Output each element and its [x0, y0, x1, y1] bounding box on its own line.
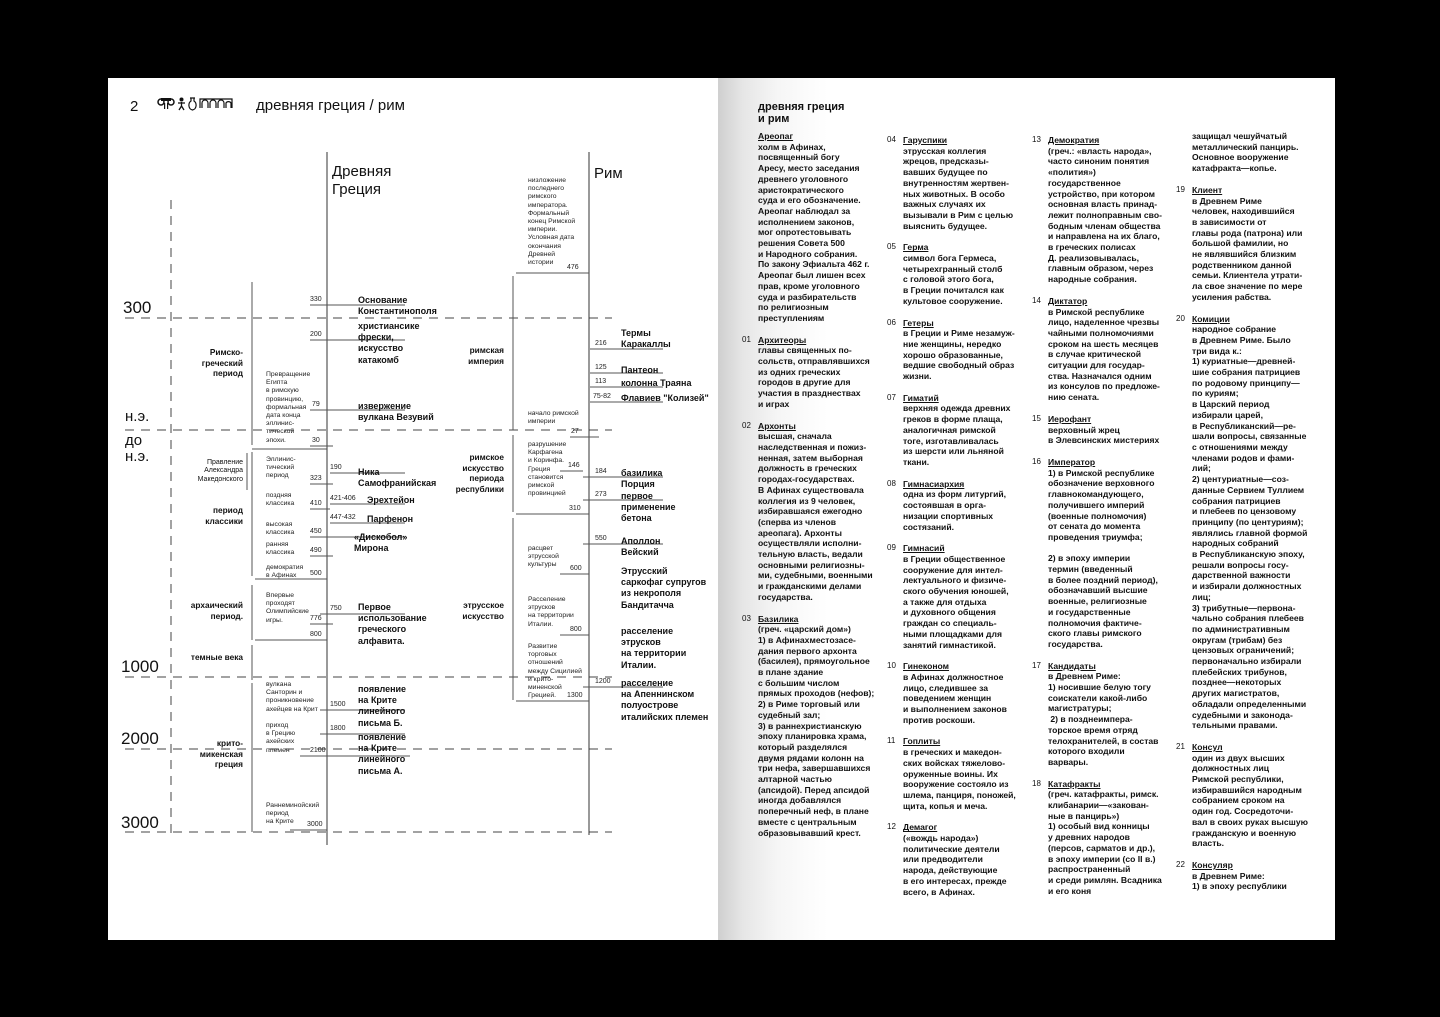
entry-term: Гинеконом — [903, 661, 950, 672]
rome-era-label: римская империя — [468, 345, 504, 366]
greece-date-tick: 1800 — [330, 725, 346, 732]
entry-term: Гоплиты — [903, 736, 941, 747]
greece-period-note: демократия в Афинах — [266, 564, 304, 580]
entry-number: 14 — [1032, 295, 1041, 305]
entry-number: 16 — [1032, 456, 1041, 466]
greece-event: появление на Крите линейного письма А. — [358, 732, 407, 776]
entry-definition: («вождь народа») политические деятели или предводители народа, действующие в его интересах, прежде всего, в Афинах. — [903, 833, 1007, 897]
glossary-entry — [758, 131, 908, 324]
greece-period-note: Превращение Египта в римскую провинцию, формальная дата конца эллинис- тической эпохи. — [266, 371, 311, 444]
year-mark: до н.э. — [125, 432, 150, 465]
greece-era-label: темные века — [190, 652, 243, 662]
greece-event: извержение вулкана Везувий — [358, 401, 434, 423]
entry-definition: в Афинах должностное лицо, следившее за поведением женщин и выполнением законов против роскоши. — [903, 671, 1007, 725]
rome-event: Термы Каракаллы — [621, 328, 671, 350]
greece-date-tick: 330 — [310, 296, 322, 303]
entry-definition: в Древнем Риме: 1) в эпоху республики — [1192, 870, 1287, 892]
glossary-entry — [1176, 313, 1342, 731]
glossary-entry — [1192, 131, 1342, 174]
entry-term: Кандидаты — [1048, 660, 1096, 671]
rome-date-tick: 1200 — [595, 678, 611, 685]
greece-date-tick: 2100 — [310, 747, 326, 754]
rome-column-title: Рим — [594, 165, 623, 182]
glossary-entry — [1032, 135, 1198, 285]
greece-date-tick: 500 — [310, 570, 322, 577]
entry-definition: верховный жрец в Элевсинских мистериях — [1048, 424, 1160, 446]
glossary-entry — [1176, 184, 1342, 303]
entry-number: 15 — [1032, 413, 1041, 423]
rome-era-label: римское искусство периода республики — [455, 452, 504, 494]
rome-event: расселение этрусков на территории Италии. — [621, 626, 687, 670]
entry-term: Гаруспики — [903, 135, 948, 145]
greece-event: появление на Крите линейного письма Б. — [358, 684, 407, 728]
greece-event: Первое использование греческого алфавита. — [358, 602, 427, 646]
rome-date-tick: 273 — [595, 491, 607, 498]
rome-period-note: Расселение этрусков на территории Италии. — [528, 596, 574, 628]
entry-term: Консуляр — [1192, 860, 1233, 870]
greece-event: христиансике фрески, искусство катакомб — [358, 321, 420, 365]
glossary-entry — [887, 736, 1053, 811]
rome-date-tick: 75-82 — [593, 393, 611, 400]
glossary-entry — [887, 661, 1053, 725]
rome-date-tick: 27 — [571, 428, 579, 435]
greece-date-tick: 1500 — [330, 701, 346, 708]
rome-event: расселение на Апеннинском полуострове италийских племен — [621, 678, 709, 722]
greece-date-tick: 200 — [310, 331, 322, 338]
greece-date-tick: 450 — [310, 528, 322, 535]
entry-number: 08 — [887, 478, 896, 488]
rome-era-label: этрусское искусство — [462, 600, 504, 621]
entry-number: 03 — [742, 613, 751, 623]
greece-period-note: Эллинис- тический период — [266, 456, 296, 480]
glossary-entry — [887, 242, 1053, 306]
greece-date-tick: 421-406 — [330, 495, 356, 502]
entry-term: Архонты — [758, 420, 796, 431]
entry-term: Архитеоры — [758, 334, 807, 345]
entry-number: 05 — [887, 242, 896, 252]
entry-term: Клиент — [1192, 184, 1223, 195]
rome-event: колонна Траяна — [621, 378, 692, 388]
entry-number: 17 — [1032, 660, 1041, 670]
entry-number: 11 — [887, 736, 896, 746]
entry-number: 13 — [1032, 135, 1041, 144]
entry-definition: в Греции общественное сооружение для интел- лектуального и физиче- ского обучения юношей, а также для отдыха и духовного общения граждан со специаль- ными площадками для занятий гимнастикой. — [903, 553, 1009, 650]
greece-date-tick: 30 — [312, 437, 320, 444]
entry-definition: в Древнем Риме: 1) носившие белую тогу соискатели какой-либо магистратуры; 2) в позднеимпера- торское время отряд телохранителей, в состав которого входили варвары. — [1048, 671, 1159, 767]
rome-date-tick: 184 — [595, 468, 607, 475]
glossary-entry — [742, 420, 908, 603]
greece-date-tick: 79 — [312, 401, 320, 408]
entry-definition: народное собрание в Древнем Риме. Было три вида к.: 1) куриатные—древней- шие собрания патрициев по родовому принципу— по куриям; в Царский период избирали царей, в Республиканский—ре- шали вопросы, связанные с отношениями между членами родов и фами- лий; 2) центуриатные—соз- данные Сервием Туллием собрания патрициев и плебеев по цензовому принципу (по центуриям); являлись главной формой народных собраний в Республиканскую эпоху, решали вопросы госу- дарственной важности и избирали должностных лиц; 3) трибутные—первона- чально собрания плебеев по административным округам (трибам) без цензовых ограничений; первоначально избирали плебейских трибунов, позднее—некоторых других магистратов, обладали определенными судебными и законода- тельными правами. — [1192, 324, 1308, 731]
greece-event: Парфенон — [367, 514, 414, 524]
entry-number: 20 — [1176, 313, 1185, 323]
greece-date-tick: 750 — [330, 605, 342, 612]
greece-period-note: Раннеминойский период на Крите — [266, 802, 320, 826]
glossary-entry — [887, 392, 1053, 468]
greece-date-tick: 800 — [310, 631, 322, 638]
entry-definition: одна из форм литургий, состоявшая в орга- низации спортивных состязаний. — [903, 489, 1007, 532]
glossary-column — [1176, 131, 1342, 903]
rome-date-tick: 800 — [570, 626, 582, 633]
rome-period-note: Развитие торговых отношений между Сицилией и крито- миненской Грецией. — [528, 643, 582, 700]
rome-period-note: низложение последнего римского императора. Формальный конец Римской империи. Условная дата окончания Древней истории — [528, 177, 576, 267]
year-mark: 2000 — [121, 729, 159, 748]
entry-definition: символ бога Гермеса, четырехгранный столб с головой этого бога, в Греции почитался как культовое сооружение. — [903, 253, 1004, 306]
greece-date-tick: 3000 — [307, 821, 323, 828]
glossary-entry — [887, 317, 1053, 382]
rome-event: Флавиев "Колизей" — [621, 393, 709, 403]
greece-date-tick: 410 — [310, 500, 322, 507]
rome-period-note: начало римской империи — [528, 410, 579, 426]
rome-event: базилика Порция — [621, 468, 663, 490]
greece-era-label: период классики — [205, 505, 243, 526]
greece-event: Эрехтейон — [367, 495, 415, 505]
entry-term: Гетеры — [903, 317, 934, 328]
entry-term: Консул — [1192, 741, 1223, 752]
entry-term: Император — [1048, 456, 1096, 467]
glossary-title: древняя греция и рим — [758, 101, 845, 125]
rome-date-tick: 1300 — [567, 692, 583, 699]
rome-period-note: расцвет этрусской культуры — [528, 545, 559, 569]
greece-date-tick: 323 — [310, 475, 322, 482]
entry-definition: один из двух высших должностных лиц Римской республики, избиравшийся народным собранием сроком на один год. Сосредоточи- вал в своих руках высшую гражданскую и военную власть. — [1192, 752, 1308, 849]
glossary-entry — [742, 613, 908, 839]
rome-date-tick: 216 — [595, 340, 607, 347]
rome-date-tick: 125 — [595, 364, 607, 371]
entry-term: Ареопаг — [758, 131, 794, 141]
entry-term: Герма — [903, 242, 929, 253]
entry-term: Иерофант — [1048, 413, 1092, 424]
entry-definition: в греческих и македон- ских войсках тяжелово- оруженные воины. Их вооружение состояло из шлема, панциря, поножей, щита, копья и меча. — [903, 747, 1016, 811]
entry-term: Демократия — [1048, 135, 1100, 145]
greece-era-label: крито- микенская греция — [199, 738, 243, 769]
greece-period-note: вулкана Санторин и проникновение ахейцев на Крит — [266, 681, 318, 713]
entry-number: 10 — [887, 661, 896, 671]
glossary-entry — [1032, 295, 1198, 403]
entry-term: Базилика — [758, 613, 799, 624]
year-mark: 3000 — [121, 813, 159, 832]
entry-definition: в Римской республике лицо, наделенное чрезвы чайными полномочиями сроком на шесть месяцев в случае критической ситуации для государ- ства. Назначался одним из консулов по предложе- нию сената. — [1048, 306, 1160, 403]
greece-period-note: Впервые проходят Олимпийские игры. — [266, 592, 309, 624]
entry-number: 12 — [887, 822, 896, 832]
entry-number: 02 — [742, 420, 751, 430]
glossary-entry — [1176, 741, 1342, 849]
rome-date-tick: 476 — [567, 264, 579, 271]
rome-event: первое применение бетона — [621, 491, 676, 524]
entry-number: 07 — [887, 392, 896, 402]
rome-date-tick: 113 — [595, 378, 607, 385]
greece-period-note: поздняя классика — [266, 492, 295, 508]
entry-definition: этрусская коллегия жрецов, предсказы- вавших будущее по внутренностям жертвен- ных животных. В особо важных случаях их вызывали в Рим с целью выяснить будущее. — [903, 145, 1014, 231]
entry-definition: защищал чешуйчатый металлический панцирь. Основное вооружение катафракта—копье. — [1192, 131, 1299, 174]
entry-definition: в Древнем Риме человек, находившийся в зависимости от главы рода (патрона) или большой фамилии, но не являвшийся близким родственником данной семьи. Клиентела утрати- ла свое значение по мере усиления рабства. — [1192, 195, 1303, 302]
entry-definition: верхняя одежда древних греков в форме плаща, аналогичная римской тоге, изготавливалась из шерсти или льняной ткани. — [903, 403, 1011, 467]
page-number: 2 — [130, 98, 139, 115]
glossary-entry — [1032, 413, 1198, 446]
entry-number: 01 — [742, 334, 751, 344]
year-mark: н.э. — [125, 408, 150, 425]
rome-event: Этрусский саркофаг супругов из некрополя Бандитачча — [621, 566, 707, 610]
entry-definition: в Греции и Риме незамуж- ние женщины, нередко хорошо образованные, ведшие свободный образ жизни. — [903, 328, 1015, 382]
entry-number: 22 — [1176, 860, 1185, 869]
year-mark: 1000 — [121, 657, 159, 676]
entry-definition: (греч. «царский дом») 1) в Афинахместозасе- дания первого архонта (басилея), прямоугольное в плане здание с большим числом прямых проходов (нефов); 2) в Риме торговый или судебный зал; 3) в раннехристианскую эпоху планировка храма, который разделялся двумя рядами колонн на три нефа, завершавшихся алтарной частью (апсидой). Перед апсидой иногда добавлялся поперечный неф, в плане вместе с центральным образовывавший крест. — [758, 624, 875, 838]
entry-definition: 1) в Римской республике обозначение верховного главнокомандующего, получившего империй (военные полномочия) от сената до момента проведения триумфа; 2) в эпоху империи термин (введенный в более поздний период), обозначавший высшие военные, религиозные и государственные полномочия фактиче- ского главы римского государства. — [1048, 467, 1158, 649]
glossary-entry — [742, 334, 908, 410]
rome-date-tick: 146 — [568, 462, 580, 469]
entry-term: Диктатор — [1048, 295, 1088, 306]
greece-era-label: Правление Александра Македонского — [197, 459, 243, 483]
glossary-entry — [887, 543, 1053, 650]
glossary-column — [742, 131, 908, 849]
rome-period-note: разрушение Карфагена и Коринфа. Греция становится римской провинцией — [528, 441, 567, 498]
rome-date-tick: 550 — [595, 535, 607, 542]
entry-number: 04 — [887, 135, 896, 144]
rome-date-tick: 310 — [569, 505, 581, 512]
entry-number: 18 — [1032, 778, 1041, 788]
greece-period-note: ранняя классика — [266, 541, 295, 557]
rome-date-tick: 600 — [570, 565, 582, 572]
entry-term: Гиматий — [903, 392, 939, 403]
greece-date-tick: 447-432 — [330, 514, 356, 521]
greece-event: Основание Константинополя — [358, 295, 437, 317]
glossary-entry — [1032, 778, 1198, 897]
entry-number: 06 — [887, 317, 896, 327]
greece-period-note: приход в Грецию ахейских племен — [266, 722, 296, 754]
glossary-entry — [1032, 456, 1198, 650]
entry-definition: (греч. катафракты, римск. клибанарии—«закован- ные в панцирь») 1) особый вид конницы у древних народов (персов, сарматов и др.), в эпоху империи (со II в.) распространенный и среди римлян. Всадника и его коня — [1048, 789, 1162, 896]
greece-date-tick: 776 — [310, 615, 322, 622]
glossary-entry — [1176, 860, 1342, 892]
greece-column-title: Древняя Греция — [332, 163, 392, 198]
entry-term: Демагог — [903, 822, 938, 833]
entry-term: Катафракты — [1048, 778, 1101, 789]
entry-number: 21 — [1176, 741, 1185, 751]
entry-term: Гимнасий — [903, 543, 945, 554]
entry-number: 19 — [1176, 184, 1185, 194]
glossary-entry — [887, 135, 1053, 231]
greece-date-tick: 190 — [330, 464, 342, 471]
entry-number: 09 — [887, 543, 896, 553]
year-mark: 300 — [123, 298, 152, 317]
entry-definition: холм в Афинах, посвященный богу Аресу, место заседания древнего уголовного аристократического суда и его обозначение. Ареопаг наблюдал за исполнением законов, мог опротестовывать решения Совета 500 и Народного собрания. По закону Эфиальта 462 г. Ареопаг был лишен всех прав, кроме уголовного суда и разбирательств по религиозным преступлениям — [758, 141, 870, 323]
glossary-column — [887, 135, 1053, 908]
entry-definition: (греч.: «власть народа», часто синоним понятия «полития») государственное устройство, при котором основная власть принад- лежит полноправным сво- бодным членам общества и направлена на их благо, в греческих полисах Д. реализовывалась, главным образом, через народные собрания. — [1048, 145, 1162, 285]
entry-definition: главы священных по- сольств, отправлявшихся из одних греческих городов в другие для участия в празднествах и играх — [758, 345, 870, 409]
entry-term: Гимнасиархия — [903, 478, 965, 489]
greece-date-tick: 490 — [310, 547, 322, 554]
entry-term: Комиции — [1192, 313, 1230, 324]
running-title: древняя греция / рим — [256, 97, 405, 114]
entry-definition: высшая, сначала наследственная и пожиз- ненная, затем выборная должность в греческих городах-государствах. В Афинах существовала коллегия из 9 человек, избиравшаяся ежегодно (сперва из членов ареопага). Архонты осуществляли исполни- тельную власть, ведали основными религиозны- ми, судебными, военными и гражданскими делами государства. — [758, 431, 873, 602]
glossary-entry — [887, 478, 1053, 533]
rome-event: Пантеон — [621, 365, 659, 375]
greece-period-note: высокая классика — [266, 521, 295, 537]
greece-event: Ника Самофранийская — [358, 467, 437, 489]
greece-era-label: Римско- греческий период — [201, 347, 243, 378]
greece-era-label: архаический период. — [190, 600, 243, 621]
glossary-entry — [887, 822, 1053, 897]
rome-event: Аполлон Вейский — [621, 536, 661, 558]
glossary-column — [1032, 135, 1198, 907]
greece-event: «Дискобол» Мирона — [354, 532, 408, 554]
